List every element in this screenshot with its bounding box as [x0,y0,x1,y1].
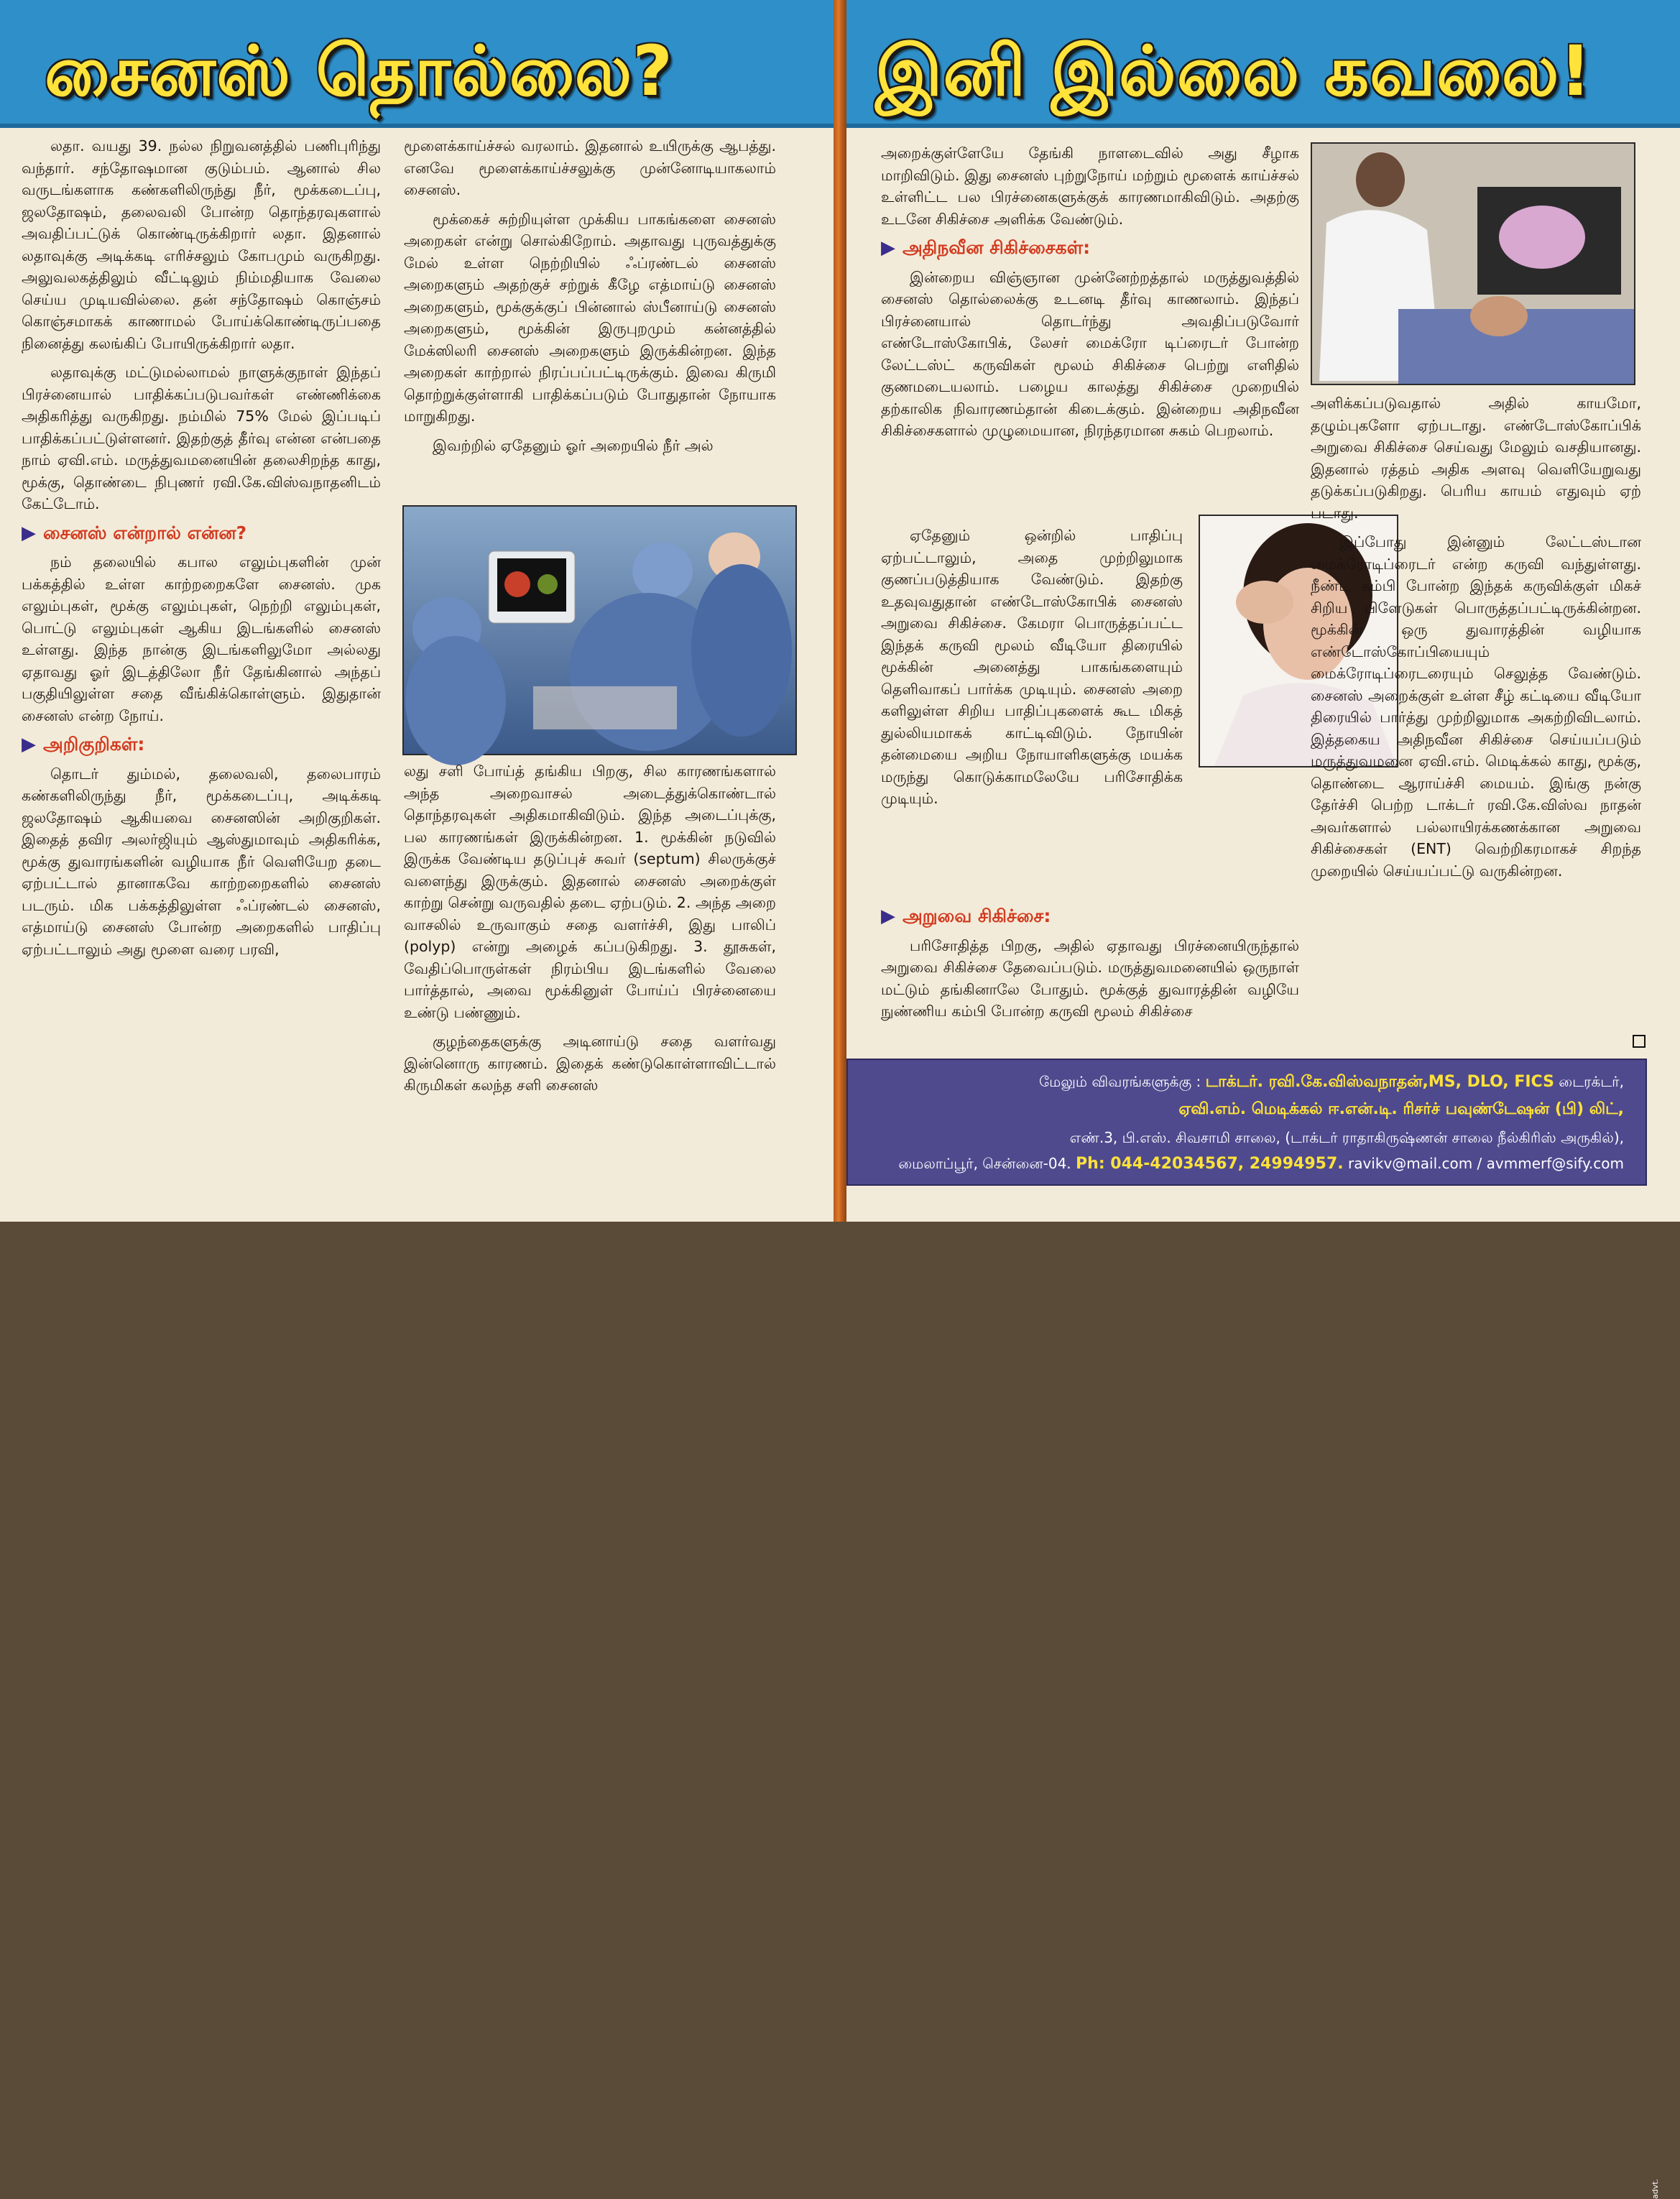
paragraph: மூளைக்காய்ச்சல் வரலாம். இதனால் உயிருக்கு ஆபத்து. எனவே மூளைக்காய்ச்சலுக்கு முன்னோடியாகலாம் சைனஸ். [404,137,776,198]
triangle-bullet-icon: ▶ [22,522,36,544]
contact-line-2: ஏவி.எம். மெடிக்கல் ஈ.என்.டி. ரிசர்ச் பவுண்டேஷன் (பி) லிட், [1178,1100,1624,1118]
end-of-article-box [1633,1035,1646,1048]
page-gutter [834,0,846,1222]
left-column-2-top [404,135,776,464]
surgery-photo [402,505,797,755]
triangle-bullet-icon: ▶ [22,734,36,755]
right-column-2 [1311,392,1641,889]
contact-box [846,1059,1660,2199]
left-column-2-bottom [404,760,776,1104]
paragraph: லதாவுக்கு மட்டுமல்லாமல் நாளுக்குநாள் இந்தப் பிரச்னையால் பாதிக்கப்படுபவர்கள் எண்ணிக்கை அதிகரித்து வருகிறது. நம்மில் 75% மேல் இப்படிப் பாதிக்கப்பட்டுள்ளனர். இதற்குத் தீர்வு என்ன என்பதை நாம் ஏவி.எம். மருத்துவமனையின் தலைசிறந்த காது, மூக்கு, தொண்டை நிபுணர் ரவி.கே.விஸ்வநாதனிடம் கேட்டோம். [22,364,381,512]
subheading: ▶ சைனஸ் என்றால் என்ன? [22,522,247,544]
paragraph: பரிசோதித்த பிறகு, அதில் ஏதாவது பிரச்னையிருந்தால் அறுவை சிகிச்சை தேவைப்படும். மருத்துவமனையில் ஒருநாள் மட்டும் தங்கினாலே போதும். மூக்குத் துவாரத்தின் வழியே நுண்ணிய கம்பி போன்ற கருவி மூலம் சிகிச்சை [881,936,1299,1020]
paragraph: இவற்றில் ஏதேனும் ஓர் அறையில் நீர் அல் [433,436,714,454]
right-column-1-bottom [881,900,1299,1030]
paragraph: இன்றைய விஞ்ஞான முன்னேற்றத்தால் மருத்துவத்தில் சைனஸ் தொல்லைக்கு உடனடி தீர்வு காணலாம். இந்தப் பிரச்னையால் தொடர்ந்து அவதிப்படுவோர் எண்டோஸ்கோபிக், லேசர் மைக்ரோ டிப்ரைடர் போன்ற லேட்டஸ்ட் கருவிகள் மூலம் சிகிச்சை பெற்று எளிதில் குணமடையலாம். பழைய காலத்து சிகிச்சை முறையில் தற்காலிக நிவாரணம்தான் கிடைக்கும். இன்றைய அதிநவீன சிகிச்சைகளால் முழுமையான, நிரந்தரமான சுகம் பெறலாம். [881,268,1299,439]
paragraph: ஏதேனும் ஒன்றில் பாதிப்பு ஏற்பட்டாலும், அதை முற்றிலுமாக குணப்படுத்தியாக வேண்டும். இதற்கு உதவுவதுதான் எண்டோஸ்கோபிக் சைனஸ் அறுவை சிகிச்சை. கேமரா பொருத்தப்பட்ட இந்தக் கருவி மூலம் வீடியோ திரையில் மூக்கின் அனைத்து பாகங்களையும் தெளிவாகப் பார்க்க முடியும். சைனஸ் அறை களிலுள்ள சிறிய பாதிப்புகளைக் கூட மிகத் துல்லியமாகக் காட்டிவிடும். நோயின் தன்மையை அறிய நோயாளிகளுக்கு மயக்க மருந்து கொடுக்காமலேயே பரிசோதிக்க முடியும். [881,527,1183,807]
paragraph: தொடர் தும்மல், தலைவலி, தலைபாரம் கண்களிலிருந்து நீர், மூக்கடைப்பு, அடிக்கடி ஜலதோஷம் ஆகியவை சைனஸின் அறிகுறிகள். இதைத் தவிர அலர்ஜியும் ஆஸ்துமாவும் அதிகரிக்க, மூக்கு துவாரங்களின் வழியாக நீர் வெளியேற தடை ஏற்பட்டால் தானாகவே காற்றறைகளில் சைனஸ் படரும். மிக பக்கத்திலுள்ள ஃப்ரண்டல் சைனஸ், எத்மாய்டு சைனஸ் போன்ற அறைகளில் பாதிப்பு ஏற்பட்டாலும் அது மூளை வரை பரவி, [22,765,381,958]
right-column-1-mid [881,525,1183,817]
left-page [0,0,834,1222]
paragraph: லதா. வயது 39. நல்ல நிறுவனத்தில் பணிபுரிந்து வந்தார். சந்தோஷமான குடும்பம். ஆனால் சில வருடங்களாக கண்களிலிருந்து நீர், மூக்கடைப்பு, ஜலதோஷம், தலைவலி போன்ற தொந்தரவுகளால் அவதிப்பட்டுக் கொண்டிருக்கிறார் லதா. இதனால் லதாவுக்கு அடிக்கடி எரிச்சலும் கோபமும் வருகிறது. அலுவலகத்திலும் வீட்டிலும் நிம்மதியாக வேலை செய்ய முடியவில்லை. தன் சந்தோஷம் கொஞ்சம் கொஞ்சமாகக் காணாமல் போய்க்கொண்டிருப்பதை நினைத்து கலங்கிப் போயிருக்கிறார் லதா. [22,137,381,352]
contact-line-4: மைலாப்பூர், சென்னை-04. Ph: 044-42034567, 24994957. ravikv@mail.com / avmmerf@sify.com [898,1155,1624,1173]
right-page [846,0,1680,2199]
paragraph: குழந்தைகளுக்கு அடினாய்டு சதை வளர்வது இன்னொரு காரணம். இதைக் கண்டுகொள்ளாவிட்டால் கிருமிகள் கலந்த சளி சைனஸ் [404,1033,776,1094]
subheading: ▶ அதிநவீன சிகிச்சைகள்: [881,237,1091,259]
contact-line-3: எண்.3, பி.எஸ். சிவசாமி சாலை, (டாக்டர் ராதாகிருஷ்ணன் சாலை நீல்கிரிஸ் அருகில்), [1069,1129,1624,1146]
paragraph: இப்போது இன்னும் லேட்டஸ்டான மைக்ரோடிப்ரைடர் என்ற கருவி வந்துள்ளது. நீண்ட கம்பி போன்ற இந்தக் கருவிக்குள் மிகச் சிறிய பிளேடுகள் பொருத்தப்பட்டிருக்கின்றன. மூக்கின் ஒரு துவாரத்தின் வழியாக எண்டோஸ்கோப்பியையும் மைக்ரோடிப்ரைடரையும் செலுத்த வேண்டும். சைனஸ் அறைக்குள் உள்ள சீழ் கட்டியை வீடியோ திரையில் பார்த்து முற்றிலுமாக அகற்றிவிடலாம். இத்தகைய அதிநவீன சிகிச்சை செய்யப்படும் மருத்துவமனை ஏவி.எம். மெடிக்கல் காது, மூக்கு, தொண்டை ஆராய்ச்சி மையம். இங்கு நன்கு தேர்ச்சி பெற்ற டாக்டர் ரவி.கே.விஸ்வ நாதன் அவர்களால் பல்லாயிரக்கணக்கான அறுவை சிகிச்சைகள் (ENT) வெற்றிகரமாகச் சிறந்த முறையில் செய்யப்பட்டு வருகின்றன. [1311,533,1641,880]
endoscopy-photo [1311,142,1635,385]
triangle-bullet-icon: ▶ [881,905,895,927]
contact-line-1: மேலும் விவரங்களுக்கு : டாக்டர். ரவி.கே.விஸ்வநாதன்,MS, DLO, FICS டைரக்டர், [1038,1073,1624,1091]
paragraph: லது சளி போய்த் தங்கிய பிறகு, சில காரணங்களால் அந்த அறைவாசல் அடைத்துக்கொண்டால் தொந்தரவுகள் அதிகமாகிவிடும். இந்த அடைப்புக்கு, பல காரணங்கள் இருக்கின்றன. 1. மூக்கின் நடுவில் இருக்க வேண்டிய தடுப்புச் சுவர் (septum) சிலருக்குச் வளைந்து இருக்கும். இதனால் சைனஸ் அறைக்குள் காற்று சென்று வருவதில் தடை ஏற்படும். 2. அந்த அறை வாசலில் உருவாகும் சதை வளர்ச்சி, இது பாலிப் (polyp) என்று அழைக் கப்படுகிறது. 3. தூசுகள், வேதிப்பொருள்கள் நிரம்பிய இடங்களில் வேலை பார்த்தால், அவை மூக்கினுள் போய்ப் பிரச்னையை உண்டு பண்ணும். [404,762,776,1021]
paragraph: அளிக்கப்படுவதால் அதில் காயமோ, தழும்புகளோ ஏற்படாது. எண்டோஸ்கோப்பிக் அறுவை சிகிச்சை செய்வது மேலும் வசதியானது. இதனால் ரத்தம் அதிக அளவு வெளியேறுவது தடுக்கப்படுகிறது. பெரிய காயம் எதுவும் ஏற் படாது. [1311,395,1641,522]
left-column-1 [22,135,381,967]
subheading: ▶ அறுவை சிகிச்சை: [881,905,1051,927]
right-column-1-top [881,142,1299,449]
advert-marker: advt. [1651,2178,1660,2199]
subheading: ▶ அறிகுறிகள்: [22,734,145,755]
paragraph: நம் தலையில் கபால எலும்புகளின் முன் பக்கத்தில் உள்ள காற்றறைகளே சைனஸ். முக எலும்புகள், மூக்கு எலும்புகள், நெற்றி எலும்புகள், பொட்டு எலும்புகள் ஆகிய இடங்களில் சைனஸ் உள்ளது. இந்த நான்கு இடங்களிலுமோ அல்லது ஏதாவது ஓர் இடத்திலோ நீர் தேங்கினால் அந்தப் பகுதியிலுள்ள சதை வீங்கிக்கொள்ளும். இதுதான் சைனஸ் என்ற நோய். [22,553,381,724]
paragraph: மூக்கைச் சுற்றியுள்ள முக்கிய பாகங்களை சைனஸ் அறைகள் என்று சொல்கிறோம். அதாவது புருவத்துக்கு மேல் உள்ள நெற்றியில் ஃப்ரண்டல் சைனஸ் அறைகளும் அதற்குச் சற்றுக் கீழே எத்மாய்டு சைனஸ் அறைகளும், மூக்குக்குப் பின்னால் ஸ்பீனாய்டு சைனஸ் அறைகளும், மூக்கின் இருபுறமும் கன்னத்தில் மேக்ஸிலரி சைனஸ் அறைகளும் இருக்கின்றன. இந்த அறைகள் காற்றால் நிரப்பப்பட்டிருக்கும். இவை கிருமி தொற்றுக்குள்ளாகி பாதிக்கப்படும் போதுதான் நோயாக மாறுகிறது. [404,210,776,425]
headline-right: இனி இல்லை கவலை! [875,31,1592,111]
paragraph: அறைக்குள்ளேயே தேங்கி நாளடைவில் அது சீழாக மாறிவிடும். இது சைனஸ் புற்றுநோய் மற்றும் மூளைக் காய்ச்சல் உள்ளிட்ட பல பிரச்னைகளுக்குக் காரணமாகிவிடும். அதற்கு உடனே சிகிச்சை அளிக்க வேண்டும். [881,144,1299,228]
headline-left: சைனஸ் தொல்லை? [45,31,673,111]
triangle-bullet-icon: ▶ [881,237,895,259]
